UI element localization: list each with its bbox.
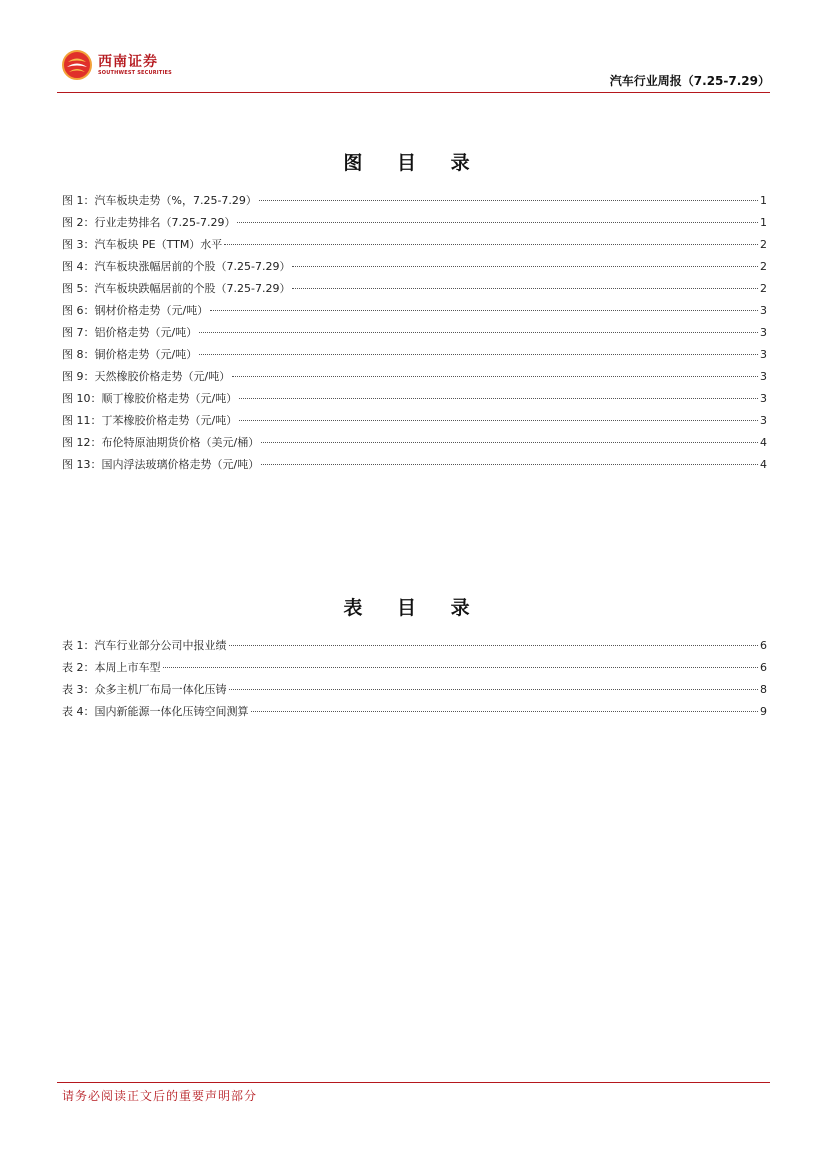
figure-toc-label: 图 7：铝价格走势（元/吨） bbox=[62, 326, 198, 339]
figure-toc-label: 图 4：汽车板块涨幅居前的个股（7.25-7.29） bbox=[62, 260, 291, 273]
toc-leader-dots bbox=[163, 667, 759, 668]
toc-leader-dots bbox=[210, 310, 758, 311]
tables-toc-list bbox=[62, 637, 767, 725]
footer-divider bbox=[57, 1082, 770, 1083]
figure-toc-entry[interactable] bbox=[62, 280, 767, 302]
toc-leader-dots bbox=[229, 645, 759, 646]
toc-leader-dots bbox=[251, 711, 759, 712]
toc-leader-dots bbox=[199, 332, 758, 333]
header-divider bbox=[57, 92, 770, 93]
logo-english-name: SOUTHWEST SECURITIES bbox=[98, 69, 172, 76]
table-toc-entry[interactable] bbox=[62, 703, 767, 725]
figure-toc-page-number: 1 bbox=[760, 194, 767, 207]
figure-toc-entry[interactable] bbox=[62, 236, 767, 258]
toc-leader-dots bbox=[292, 288, 758, 289]
table-toc-page-number: 8 bbox=[760, 683, 767, 696]
table-toc-page-number: 6 bbox=[760, 661, 767, 674]
figure-toc-label: 图 2：行业走势排名（7.25-7.29） bbox=[62, 216, 236, 229]
company-logo bbox=[62, 50, 172, 80]
figure-toc-label: 图 6：钢材价格走势（元/吨） bbox=[62, 304, 209, 317]
table-toc-entry[interactable] bbox=[62, 659, 767, 681]
figure-toc-label: 图 12：布伦特原油期货价格（美元/桶） bbox=[62, 436, 260, 449]
figure-toc-label: 图 8：铜价格走势（元/吨） bbox=[62, 348, 198, 361]
report-title: 汽车行业周报（7.25-7.29） bbox=[609, 74, 770, 88]
figure-toc-entry[interactable] bbox=[62, 302, 767, 324]
figures-toc-title: 图 目 录 bbox=[343, 152, 484, 174]
figure-toc-label: 图 13：国内浮法玻璃价格走势（元/吨） bbox=[62, 458, 260, 471]
figure-toc-label: 图 5：汽车板块跌幅居前的个股（7.25-7.29） bbox=[62, 282, 291, 295]
figure-toc-label: 图 11：丁苯橡胶价格走势（元/吨） bbox=[62, 414, 238, 427]
figure-toc-page-number: 2 bbox=[760, 238, 767, 251]
figure-toc-page-number: 2 bbox=[760, 282, 767, 295]
toc-leader-dots bbox=[239, 420, 758, 421]
tables-toc-title: 表 目 录 bbox=[343, 597, 484, 619]
logo-icon bbox=[62, 50, 92, 80]
figure-toc-entry[interactable] bbox=[62, 368, 767, 390]
toc-leader-dots bbox=[229, 689, 759, 690]
figure-toc-label: 图 3：汽车板块 PE（TTM）水平 bbox=[62, 238, 223, 251]
table-toc-label: 表 3：众多主机厂布局一体化压铸 bbox=[62, 683, 227, 696]
toc-leader-dots bbox=[232, 376, 758, 377]
figure-toc-page-number: 4 bbox=[760, 458, 767, 471]
table-toc-label: 表 4：国内新能源一体化压铸空间测算 bbox=[62, 705, 249, 718]
table-toc-entry[interactable] bbox=[62, 681, 767, 703]
figure-toc-page-number: 4 bbox=[760, 436, 767, 449]
figure-toc-entry[interactable] bbox=[62, 214, 767, 236]
toc-leader-dots bbox=[237, 222, 758, 223]
figure-toc-entry[interactable] bbox=[62, 434, 767, 456]
table-toc-page-number: 9 bbox=[760, 705, 767, 718]
figure-toc-label: 图 9：天然橡胶价格走势（元/吨） bbox=[62, 370, 231, 383]
toc-leader-dots bbox=[259, 200, 758, 201]
figure-toc-page-number: 3 bbox=[760, 326, 767, 339]
figure-toc-page-number: 3 bbox=[760, 414, 767, 427]
table-toc-page-number: 6 bbox=[760, 639, 767, 652]
page-header bbox=[0, 0, 827, 100]
figure-toc-page-number: 3 bbox=[760, 392, 767, 405]
figure-toc-entry[interactable] bbox=[62, 258, 767, 280]
logo-chinese-name: 西南证券 bbox=[98, 53, 158, 70]
figure-toc-entry[interactable] bbox=[62, 412, 767, 434]
toc-leader-dots bbox=[261, 464, 758, 465]
toc-leader-dots bbox=[261, 442, 758, 443]
figure-toc-entry[interactable] bbox=[62, 324, 767, 346]
figure-toc-entry[interactable] bbox=[62, 456, 767, 478]
figure-toc-label: 图 10：顺丁橡胶价格走势（元/吨） bbox=[62, 392, 238, 405]
figure-toc-entry[interactable] bbox=[62, 390, 767, 412]
table-toc-label: 表 2：本周上市车型 bbox=[62, 661, 161, 674]
toc-leader-dots bbox=[292, 266, 758, 267]
table-toc-entry[interactable] bbox=[62, 637, 767, 659]
toc-leader-dots bbox=[224, 244, 758, 245]
figure-toc-page-number: 2 bbox=[760, 260, 767, 273]
figure-toc-entry[interactable] bbox=[62, 192, 767, 214]
figure-toc-page-number: 3 bbox=[760, 304, 767, 317]
table-toc-label: 表 1：汽车行业部分公司中报业绩 bbox=[62, 639, 227, 652]
figures-toc-list bbox=[62, 192, 767, 478]
footer-disclaimer: 请务必阅读正文后的重要声明部分 bbox=[62, 1089, 258, 1103]
toc-leader-dots bbox=[199, 354, 758, 355]
figure-toc-page-number: 1 bbox=[760, 216, 767, 229]
figure-toc-label: 图 1：汽车板块走势（%，7.25-7.29） bbox=[62, 194, 257, 207]
figure-toc-page-number: 3 bbox=[760, 370, 767, 383]
toc-leader-dots bbox=[239, 398, 758, 399]
figure-toc-entry[interactable] bbox=[62, 346, 767, 368]
figure-toc-page-number: 3 bbox=[760, 348, 767, 361]
